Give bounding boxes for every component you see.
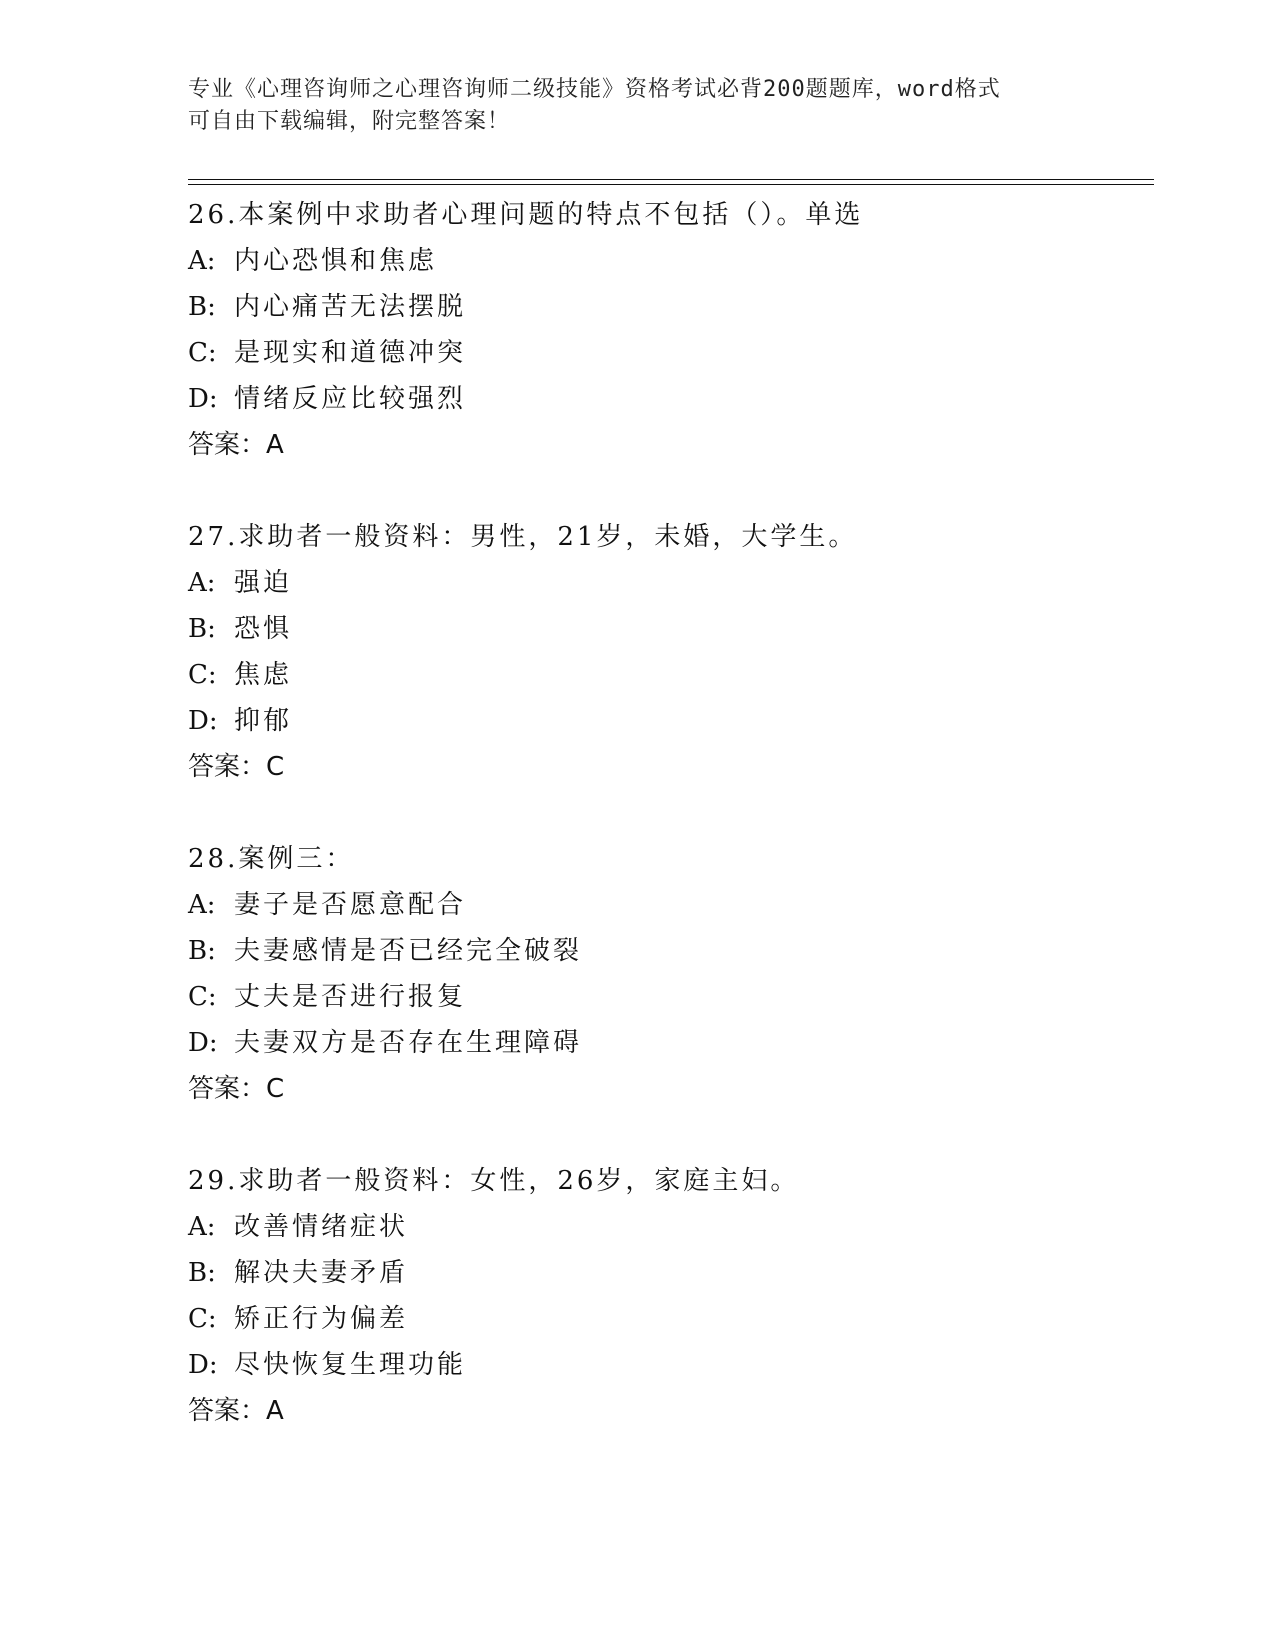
option-letter: D: [188, 706, 218, 736]
option-letter: C: [188, 1304, 217, 1334]
question-stem: 28.案例三： [188, 844, 355, 874]
option-text: 强迫 [234, 568, 293, 598]
option-text: 恐惧 [234, 614, 293, 644]
header-line-1: 专业《心理咨询师之心理咨询师二级技能》资格考试必背200题题库，word格式 [188, 77, 1001, 102]
answer-line: 答案：C [188, 752, 285, 782]
option-letter: D: [188, 1350, 218, 1380]
option-letter: B: [188, 292, 216, 322]
header-divider-top [188, 179, 1154, 180]
header-line-2: 可自由下载编辑，附完整答案！ [188, 109, 511, 134]
option-text: 尽快恢复生理功能 [234, 1350, 467, 1380]
option-letter: A: [188, 890, 216, 920]
option-letter: C: [188, 660, 217, 690]
document-header [188, 74, 1088, 138]
option-text: 内心恐惧和焦虑 [234, 246, 438, 276]
question-stem: 29.求助者一般资料：女性，26岁，家庭主妇。 [188, 1166, 800, 1196]
option-d [188, 1342, 1154, 1388]
option-text: 妻子是否愿意配合 [234, 890, 467, 920]
question-26 [188, 192, 1154, 468]
question-list [188, 192, 1154, 1480]
option-letter: C: [188, 982, 217, 1012]
option-text: 是现实和道德冲突 [234, 338, 467, 368]
option-letter: A: [188, 246, 216, 276]
question-28 [188, 836, 1154, 1112]
option-letter: A: [188, 1212, 216, 1242]
header-divider-bottom [188, 184, 1154, 185]
option-text: 解决夫妻矛盾 [234, 1258, 409, 1288]
option-text: 矫正行为偏差 [234, 1304, 409, 1334]
question-stem: 26.本案例中求助者心理问题的特点不包括（）。单选 [188, 200, 864, 230]
option-c [188, 652, 1154, 698]
option-d [188, 698, 1154, 744]
option-b [188, 606, 1154, 652]
option-letter: D: [188, 1028, 218, 1058]
question-stem: 27.求助者一般资料：男性，21岁，未婚，大学生。 [188, 522, 858, 552]
option-a [188, 238, 1154, 284]
option-letter: D: [188, 384, 218, 414]
option-text: 情绪反应比较强烈 [234, 384, 467, 414]
option-letter: C: [188, 338, 217, 368]
option-a [188, 882, 1154, 928]
option-text: 内心痛苦无法摆脱 [234, 292, 467, 322]
option-text: 抑郁 [234, 706, 293, 736]
question-27 [188, 514, 1154, 790]
option-text: 改善情绪症状 [234, 1212, 409, 1242]
option-b [188, 284, 1154, 330]
option-a [188, 560, 1154, 606]
option-c [188, 330, 1154, 376]
option-letter: B: [188, 936, 216, 966]
answer-line: 答案：C [188, 1074, 285, 1104]
option-b [188, 928, 1154, 974]
option-b [188, 1250, 1154, 1296]
option-d [188, 1020, 1154, 1066]
option-d [188, 376, 1154, 422]
option-text: 夫妻感情是否已经完全破裂 [234, 936, 583, 966]
option-text: 丈夫是否进行报复 [234, 982, 467, 1012]
option-a [188, 1204, 1154, 1250]
option-letter: A: [188, 568, 216, 598]
question-29 [188, 1158, 1154, 1434]
option-letter: B: [188, 1258, 216, 1288]
option-c [188, 974, 1154, 1020]
answer-line: 答案：A [188, 1396, 284, 1426]
option-text: 焦虑 [234, 660, 293, 690]
answer-line: 答案：A [188, 430, 284, 460]
option-c [188, 1296, 1154, 1342]
option-letter: B: [188, 614, 216, 644]
option-text: 夫妻双方是否存在生理障碍 [234, 1028, 583, 1058]
